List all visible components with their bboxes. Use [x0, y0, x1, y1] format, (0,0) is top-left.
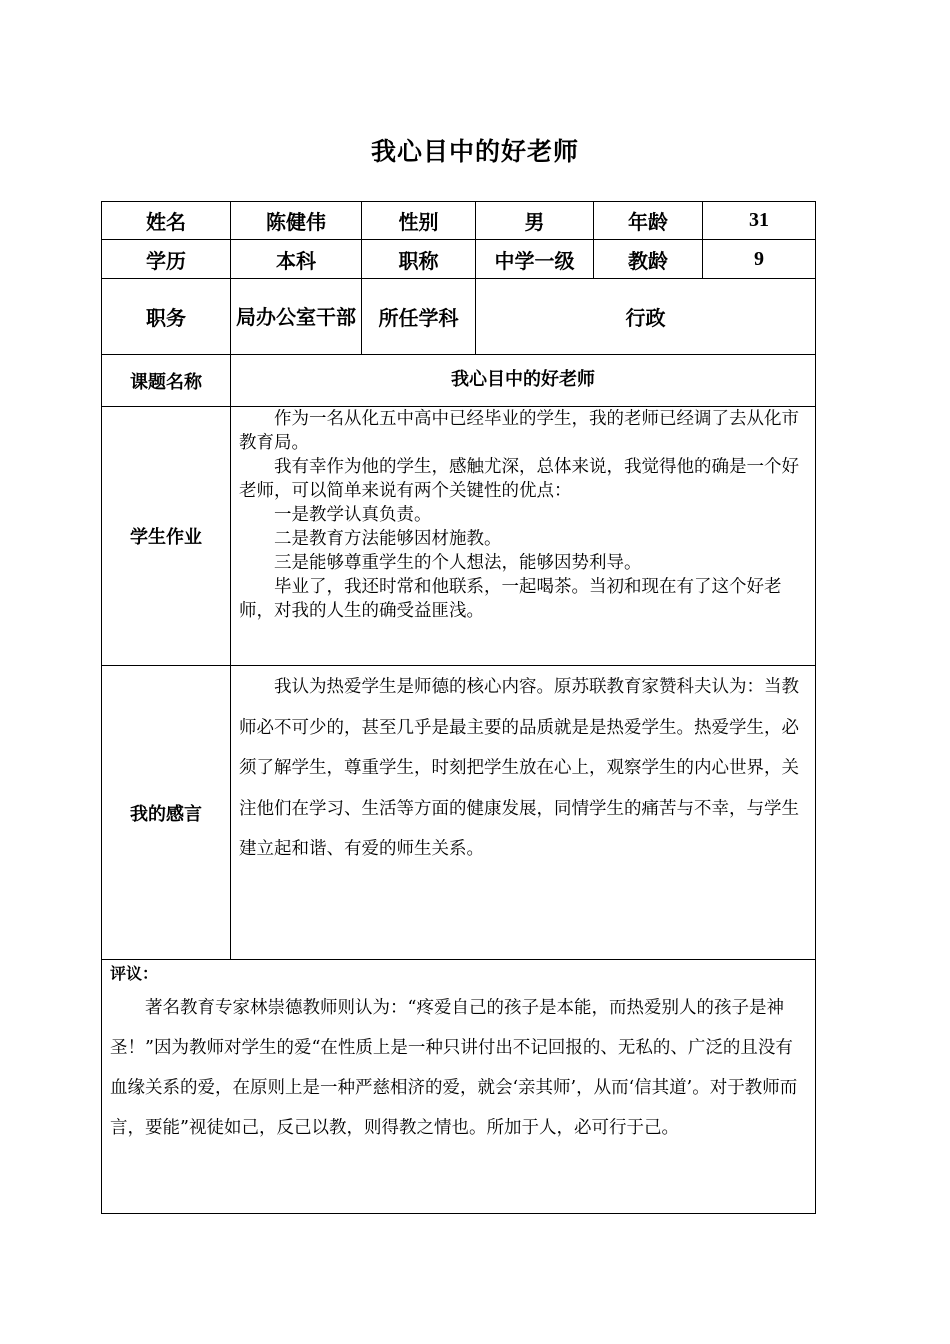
teaching-years-value: 9 — [703, 240, 816, 279]
row-education-rank-years — [102, 240, 816, 279]
name-label: 姓名 — [102, 202, 231, 240]
subject-value: 行政 — [476, 279, 816, 355]
age-label: 年龄 — [594, 202, 703, 240]
teacher-form-table — [101, 201, 816, 1214]
student-work-paragraph: 三是能够尊重学生的个人想法，能够因势利导。 — [274, 553, 642, 573]
name-value: 陈健伟 — [231, 202, 362, 240]
student-work-paragraph: 我有幸作为他的学生，感触尤深，总体来说，我觉得他的确是一个好老师，可以简单来说有两个关键性的优点： — [239, 457, 799, 501]
topic-value: 我心目中的好老师 — [231, 355, 816, 407]
row-position-subject — [102, 279, 816, 355]
student-work-paragraph: 一是教学认真负责。 — [274, 505, 432, 525]
rank-label: 职称 — [362, 240, 476, 279]
teaching-years-label: 教龄 — [594, 240, 703, 279]
position-label: 职务 — [102, 279, 231, 355]
age-value: 31 — [703, 202, 816, 240]
remarks-paragraph: 著名教育专家林崇德教师则认为：“疼爱自己的孩子是本能，而热爱别人的孩子是神圣！”因为教师对学生的爱“在性质上是一种只讲付出不记回报的、无私的、广泛的且没有血缘关系的爱，在原则上是一种严慈相济的爱，就会‘亲其师’，从而‘信其道’。对于教师而言，要能”视徒如己，反己以教，则得教之情也。所加于人，必可行于己。 — [110, 998, 798, 1138]
gender-value: 男 — [476, 202, 594, 240]
reflection-content — [231, 666, 816, 960]
education-value: 本科 — [231, 240, 362, 279]
student-work-paragraph: 作为一名从化五中高中已经毕业的学生，我的老师已经调了去从化市教育局。 — [239, 409, 799, 453]
row-student-work — [102, 407, 816, 666]
education-label: 学历 — [102, 240, 231, 279]
topic-label: 课题名称 — [102, 355, 231, 407]
remarks-content — [102, 960, 816, 1214]
row-name-gender-age — [102, 202, 816, 240]
student-work-content — [231, 407, 816, 666]
reflection-paragraph: 我认为热爱学生是师德的核心内容。原苏联教育家赞科夫认为：当教师必不可少的，甚至几乎是最主要的品质就是是热爱学生。热爱学生，必须了解学生，尊重学生，时刻把学生放在心上，观察学生的内心世界，关注他们在学习、生活等方面的健康发展，同情学生的痛苦与不幸，与学生建立起和谐、有爱的师生关系。 — [239, 677, 799, 859]
reflection-label: 我的感言 — [102, 666, 231, 960]
student-work-paragraph: 毕业了，我还时常和他联系，一起喝茶。当初和现在有了这个好老师，对我的人生的确受益匪浅。 — [239, 577, 782, 621]
page-title: 我心目中的好老师 — [370, 137, 579, 166]
student-work-label: 学生作业 — [102, 407, 231, 666]
row-topic — [102, 355, 816, 407]
rank-value: 中学一级 — [476, 240, 594, 279]
remarks-label: 评议： — [110, 964, 159, 983]
row-remarks — [102, 960, 816, 1214]
position-value: 局办公室干部 — [231, 279, 362, 355]
gender-label: 性别 — [362, 202, 476, 240]
subject-label: 所任学科 — [362, 279, 476, 355]
student-work-paragraph: 二是教育方法能够因材施教。 — [274, 529, 502, 549]
row-reflection — [102, 666, 816, 960]
